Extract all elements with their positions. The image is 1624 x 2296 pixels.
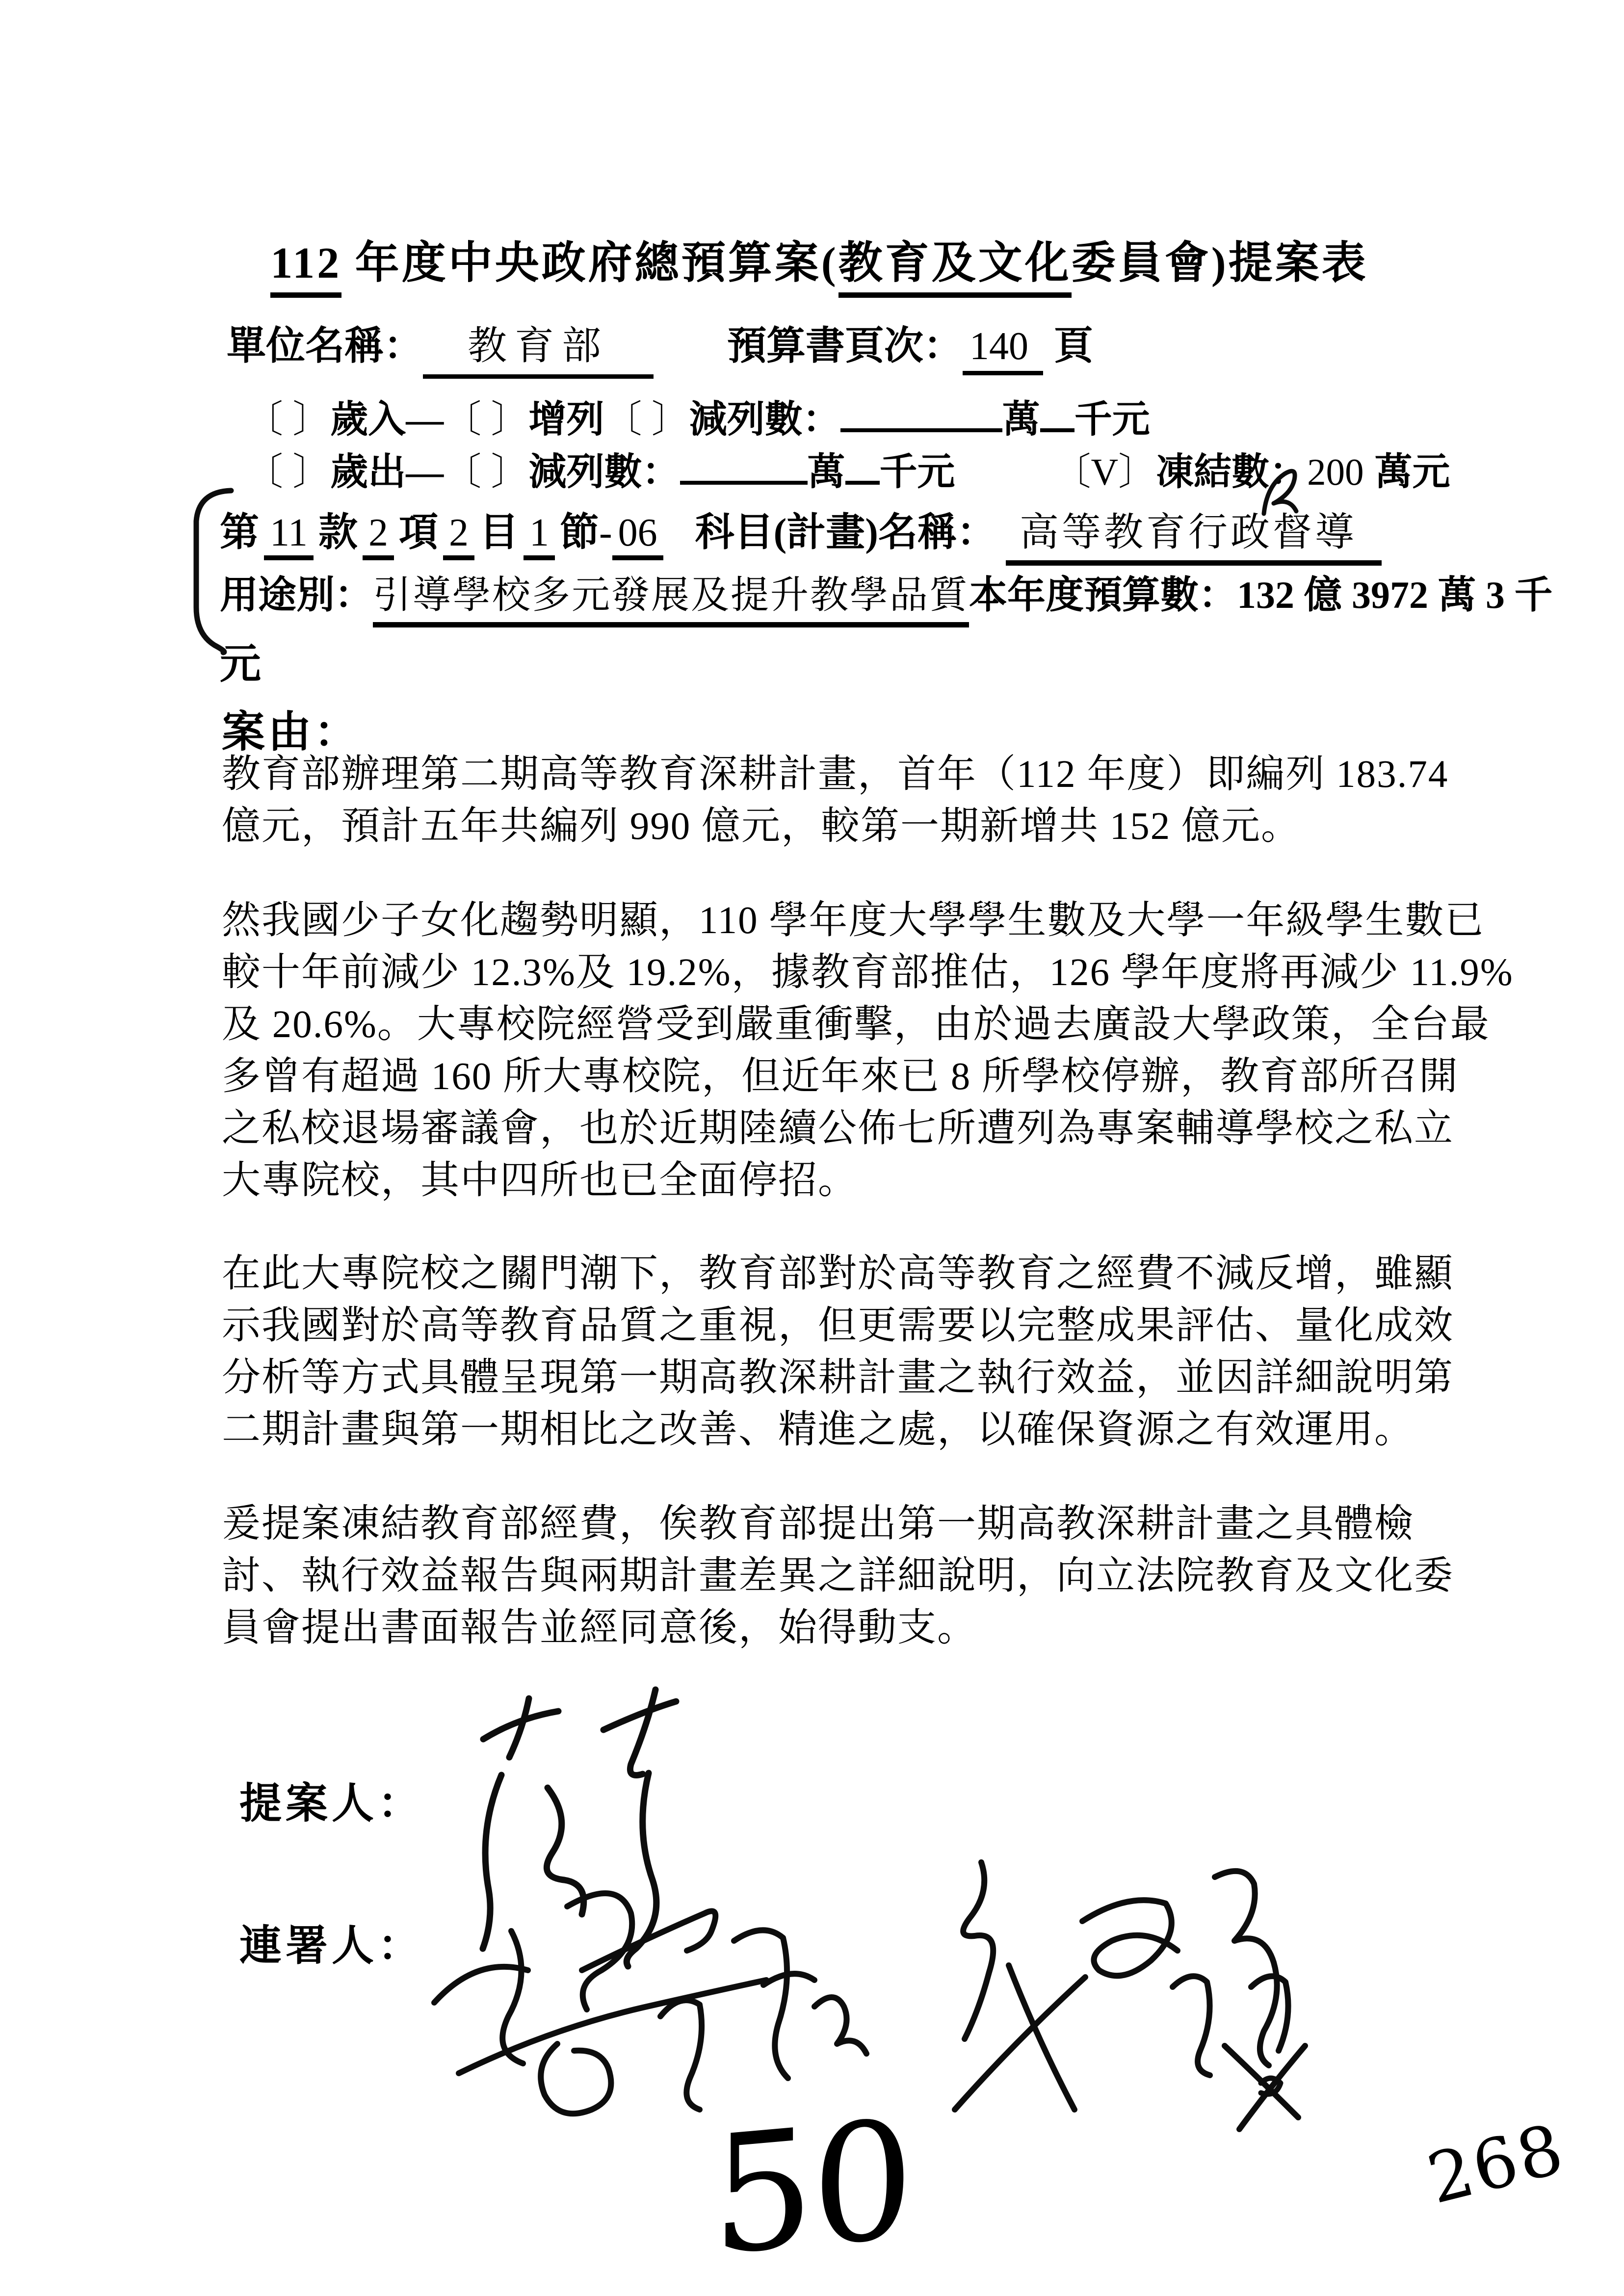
paragraph-line: 討、執行效益報告與兩期計畫差異之詳細說明，向立法院教育及文化委 [222, 1555, 1454, 1597]
paragraph-line: 多曾有超過 160 所大專校院，但近年來已 8 所學校停辦，教育部所召開 [222, 1055, 1459, 1098]
handwritten-page-number-right: 268 [1420, 2109, 1572, 2220]
paragraph-line: 爰提案凍結教育部經費，俟教育部提出第一期高教深耕計畫之具體檢 [222, 1503, 1414, 1545]
revenue-wan-unit: 萬 [1002, 398, 1040, 441]
title-committee-underlined: 教育及文化 [838, 239, 1072, 298]
item-jie-label: 節 [560, 511, 600, 554]
paragraph-line: 示我國對於高等教育品質之重視，但更需要以完整成果評估、量化成效 [222, 1305, 1454, 1347]
paragraph-line: 員會提出書面報告並經同意後，始得動支。 [222, 1607, 977, 1649]
cosigner-label: 連署人： [239, 1922, 424, 1969]
budget-book-page-value: 140 [963, 325, 1043, 375]
unit-name-label: 單位名稱： [227, 325, 423, 368]
title-year-underlined: 112 [270, 239, 341, 298]
paragraph-line: 在此大專院校之關門潮下，教育部對於高等教育之經費不減反增，雖顯 [222, 1252, 1454, 1295]
item-prefix: 第 [220, 511, 259, 554]
paragraph-line: 較十年前減少 12.3%及 19.2%，據教育部推估，126 學年度將再減少 11.9% [222, 951, 1514, 994]
unit-name-row [227, 314, 1093, 379]
expenditure-wan-unit: 萬 [807, 451, 845, 493]
expenditure-qian-unit: 千元 [879, 451, 955, 493]
title-middle: 年度中央政府總預算案( [341, 239, 838, 287]
dash: — [406, 398, 444, 441]
paragraph-line: 之私校退場審議會，也於近期陸續公佈七所遭列為專案輔導學校之私立 [222, 1107, 1454, 1150]
subject-label: 科目(計畫)名稱： [695, 511, 996, 554]
paragraph-line: 二期計畫與第一期相比之改善、精進之處，以確保資源之有效運用。 [222, 1409, 1414, 1451]
case-paragraph-1 [222, 749, 1448, 853]
revenue-qian-blank [1040, 393, 1074, 432]
revenue-add-label: 增列 [528, 398, 604, 441]
revenue-add-checkbox: 〔 〕 [444, 398, 529, 441]
freeze-value: 200 [1307, 451, 1364, 493]
page-title [34, 227, 1604, 290]
cosigner-signature-2 [917, 1835, 1349, 2188]
budget-book-page-label: 預算書頁次： [727, 325, 963, 368]
revenue-cut-checkbox: 〔 〕 [604, 398, 689, 441]
item-jie-number: 1 [524, 511, 555, 560]
expenditure-cut-label: 減列數： [528, 451, 680, 493]
item-xiang-label: 項 [399, 511, 439, 554]
item-mu-number: 2 [443, 511, 474, 560]
revenue-qian-unit: 千元 [1074, 398, 1150, 441]
expenditure-label: 歲出 [330, 451, 406, 493]
form-left-bracket [184, 486, 236, 657]
paragraph-line: 大專院校，其中四所也已全面停招。 [222, 1159, 858, 1202]
budget-book-page-unit: 頁 [1054, 325, 1093, 368]
paragraph-line: 教育部辦理第二期高等教育深耕計畫，首年（112 年度）即編列 183.74 [222, 753, 1449, 796]
expenditure-amount-blank [680, 445, 808, 485]
purpose-label: 用途別： [220, 574, 373, 616]
current-budget-label: 本年度預算數： [969, 574, 1237, 616]
revenue-label: 歲入 [330, 398, 406, 441]
paragraph-line: 億元，預計五年共編列 990 億元，較第一期新增共 152 億元。 [222, 805, 1301, 848]
case-paragraph-2 [222, 895, 1514, 1207]
item-kuan-label: 款 [318, 511, 358, 554]
current-budget-value: 132 億 3972 萬 3 千 [1237, 574, 1553, 616]
expenditure-qian-blank [845, 445, 880, 485]
paragraph-line: 及 20.6%。大專校院經營受到嚴重衝擊，由於過去廣設大學政策，全台最 [222, 1003, 1490, 1046]
freeze-label: 凍結數： [1156, 451, 1308, 493]
case-paragraph-4 [222, 1498, 1454, 1654]
case-paragraph-3 [222, 1248, 1454, 1456]
subject-value: 高等教育行政督導 [1006, 511, 1382, 566]
dash: — [406, 451, 444, 493]
item-jie-code: 06 [612, 511, 663, 560]
purpose-value: 引導學校多元發展及提升教學品質 [373, 574, 969, 627]
revenue-amount-blank [840, 393, 1002, 432]
item-jie-dash: - [599, 511, 612, 554]
title-tail: 委員會)提案表 [1071, 239, 1368, 287]
case-heading: 案由： [222, 709, 361, 757]
budget-value-overflow: 元 [220, 642, 262, 687]
item-mu-label: 目 [479, 511, 519, 554]
budget-item-row [220, 500, 1382, 557]
revenue-row [245, 389, 1150, 444]
item-xiang-number: 2 [363, 511, 394, 560]
paragraph-line: 分析等方式具體呈現第一期高教深耕計畫之執行效益，並因詳細說明第 [222, 1357, 1454, 1399]
handwritten-annotation-mark [1245, 462, 1311, 528]
paragraph-line: 然我國少子女化趨勢明顯，110 學年度大學學生數及大學一年級學生數已 [222, 899, 1485, 942]
proposer-label: 提案人： [239, 1780, 424, 1827]
handwritten-page-number-center: 50 [711, 2085, 912, 2292]
freeze-checkbox-checked: 〔V〕 [1053, 451, 1156, 493]
revenue-cut-label: 減列數： [689, 398, 840, 441]
freeze-unit: 萬元 [1374, 451, 1450, 493]
unit-name-value: 教育部 [423, 314, 654, 379]
item-kuan-number: 11 [264, 511, 314, 560]
purpose-row [220, 564, 1553, 619]
revenue-checkbox: 〔 〕 [245, 398, 331, 441]
expenditure-checkbox: 〔 〕 [245, 451, 331, 493]
expenditure-cut-checkbox: 〔 〕 [444, 451, 529, 493]
